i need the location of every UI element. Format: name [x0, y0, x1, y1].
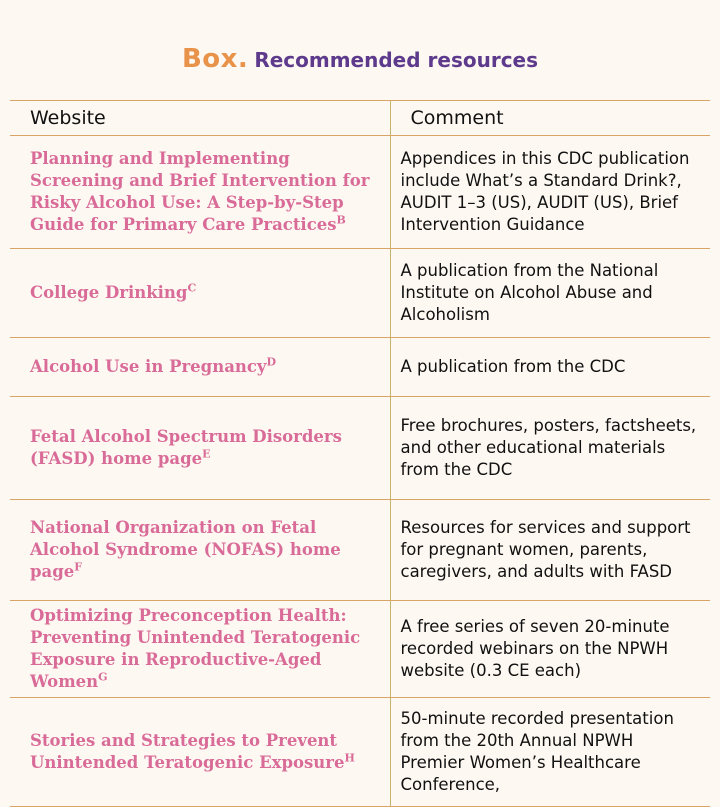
website-link[interactable]: Stories and Strategies to Prevent Unintended Teratogenic Exposure [30, 731, 345, 772]
table-row [10, 136, 710, 249]
reference-marker: C [187, 281, 197, 295]
table-row [10, 338, 710, 397]
website-cell[interactable] [10, 397, 390, 500]
comment-cell: Appendices in this CDC publication include What’s a Standard Drink?, AUDIT 1–3 (US), AUDIT (US), Brief Intervention Guidance [390, 136, 710, 249]
comment-cell: Free brochures, posters, factsheets, and other educational materials from the CDC [390, 397, 710, 500]
website-cell[interactable] [10, 338, 390, 397]
table-row [10, 500, 710, 601]
reference-marker: E [202, 447, 211, 461]
website-link[interactable]: College Drinking [30, 283, 188, 302]
website-cell[interactable] [10, 601, 390, 698]
box-heading: Recommended resources [254, 48, 539, 72]
website-link[interactable]: Alcohol Use in Pregnancy [30, 357, 267, 376]
comment-cell: 50-minute recorded presentation from the 20th Annual NPWH Premier Women’s Healthcare Conference, [390, 698, 710, 807]
box-label: Box. [181, 44, 249, 74]
comment-cell: A publication from the National Institute on Alcohol Abuse and Alcoholism [390, 249, 710, 338]
box-title [0, 44, 720, 74]
website-cell[interactable] [10, 698, 390, 807]
website-cell[interactable] [10, 500, 390, 601]
table-row [10, 397, 710, 500]
reference-marker: H [344, 751, 355, 765]
reference-marker: B [336, 213, 346, 227]
comment-cell: A publication from the CDC [390, 338, 710, 397]
website-link[interactable]: Fetal Alcohol Spectrum Disorders (FASD) home page [30, 427, 342, 468]
table-header-row [10, 101, 710, 136]
comment-cell: Resources for services and support for pregnant women, parents, caregivers, and adults with FASD [390, 500, 710, 601]
website-cell[interactable] [10, 136, 390, 249]
website-link[interactable]: Planning and Implementing Screening and Brief Intervention for Risky Alcohol Use: A Step-by-Step Guide for Primary Care Practices [30, 149, 370, 234]
website-cell[interactable] [10, 249, 390, 338]
table-row [10, 698, 710, 807]
reference-marker: G [98, 670, 108, 684]
table-row [10, 249, 710, 338]
website-link[interactable]: National Organization on Fetal Alcohol Syndrome (NOFAS) home page [30, 518, 341, 581]
comment-cell: A free series of seven 20-minute recorded webinars on the NPWH website (0.3 CE each) [390, 601, 710, 698]
website-link[interactable]: Optimizing Preconception Health: Preventing Unintended Teratogenic Exposure in Reproductive-Aged Women [30, 606, 361, 691]
table-row [10, 601, 710, 698]
reference-marker: D [266, 355, 277, 369]
resources-table [10, 100, 710, 807]
reference-marker: F [74, 560, 83, 574]
header-comment: Comment [390, 101, 710, 136]
header-website: Website [10, 101, 390, 136]
